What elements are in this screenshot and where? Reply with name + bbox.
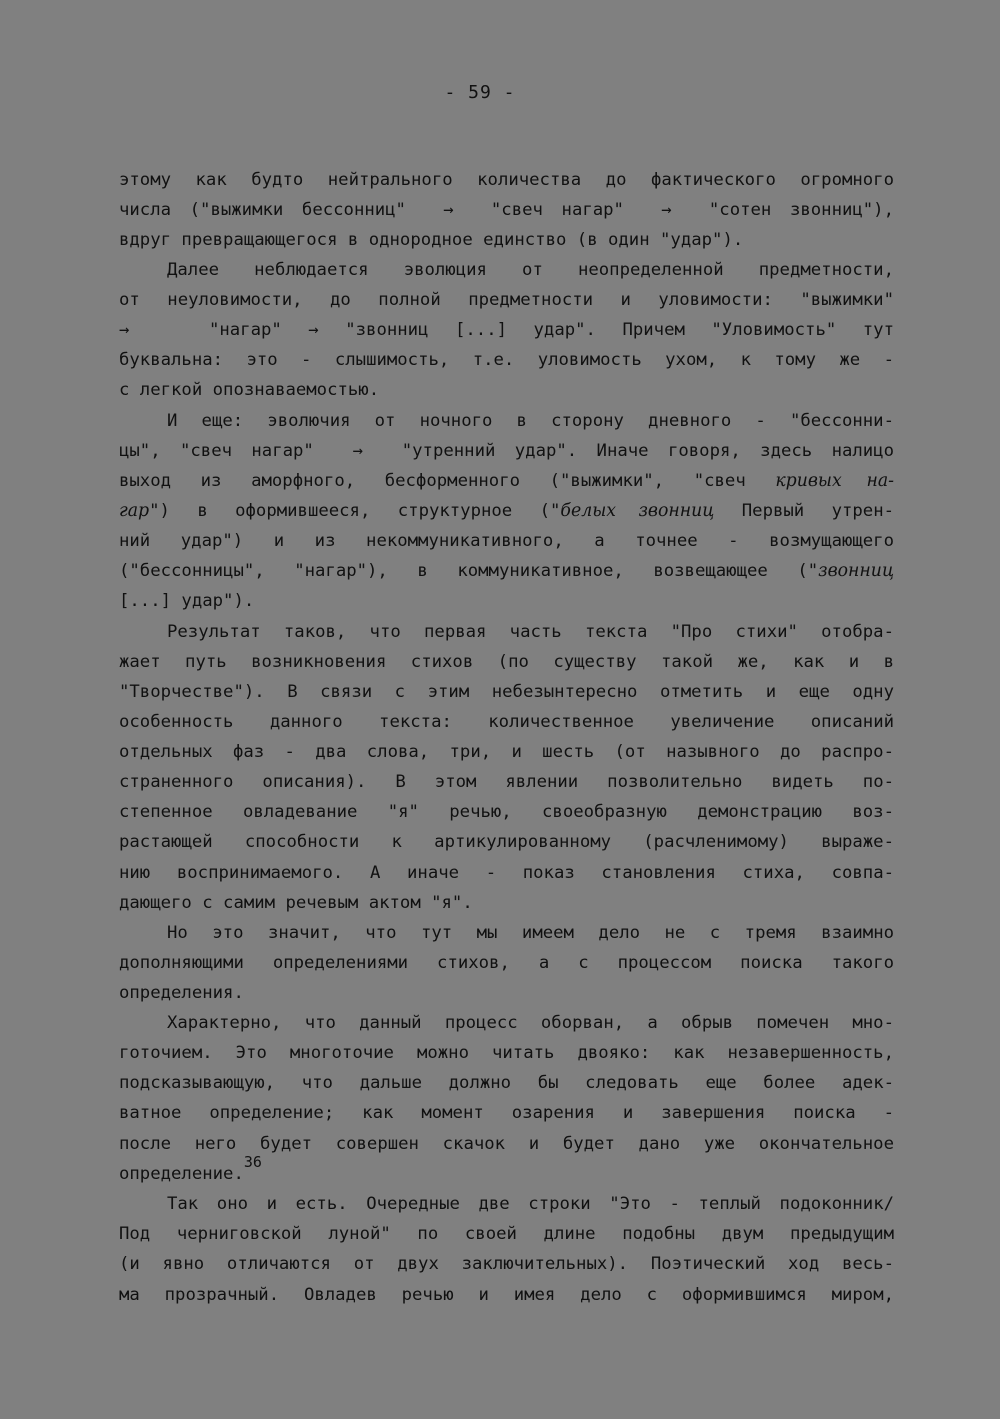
text-segment: определение. (119, 1164, 244, 1184)
text-line (119, 955, 894, 972)
text-segment: [...] удар"). (119, 591, 255, 611)
text-line (119, 202, 894, 219)
text-segment: ний удар") и из некоммуникативного, а точнее - возмущающего (119, 531, 894, 551)
text-segment: после него будет совершен скачок и будет дано уже окончательное (119, 1134, 894, 1154)
text-line (119, 382, 379, 399)
text-line (119, 1153, 262, 1184)
text-line (119, 1105, 894, 1122)
text-line (119, 503, 894, 520)
text-segment: особенность данного текста: количественное увеличение описаний (119, 712, 894, 732)
text-line (119, 684, 894, 701)
text-line (119, 593, 254, 610)
text-line (167, 1196, 894, 1213)
text-segment: ("бессонницы", "нагар"), в коммуникативное, возвещающее (" (119, 561, 819, 581)
text-line (119, 744, 894, 761)
text-segment: цы", "свеч нагар" → "утренний удар". Иначе говоря, здесь налицо (119, 441, 894, 461)
text-line (119, 1075, 894, 1092)
text-segment: вдруг превращающегося в однородное единство (в один "удар"). (119, 230, 744, 250)
text-line (119, 1287, 894, 1304)
text-segment: подсказывающую, что дальше должно бы следовать еще более адек- (119, 1073, 894, 1093)
footnote-marker: 36 (243, 1153, 262, 1171)
text-line (119, 1136, 894, 1153)
text-line (119, 232, 743, 249)
italic-quote: кривых на- (775, 471, 894, 491)
text-segment: буквальна: это - слышимость, т.е. уловимость ухом, к тому же - (119, 350, 894, 370)
text-segment: жает путь возникновения стихов (по существу такой же, как и в (119, 652, 894, 672)
text-line (119, 443, 894, 460)
text-segment: нию воспринимаемого. А иначе - показ становления стиха, совпа- (119, 863, 894, 883)
italic-quote: гар (119, 501, 150, 521)
text-line (119, 865, 894, 882)
text-segment: Так оно и есть. Очередные две строки "Это - теплый подоконник/ (167, 1194, 894, 1214)
italic-quote: звонниц (818, 561, 894, 581)
text-segment: определения. (119, 983, 244, 1003)
page-number: - 59 - (444, 82, 516, 103)
text-segment: готочием. Это многоточие можно читать двояко: как незавершенность, (119, 1043, 894, 1063)
text-line (119, 895, 473, 912)
text-segment: "Творчестве"). В связи с этим небезынтересно отметить и еще одну (119, 682, 894, 702)
text-segment: дающего с самим речевым актом "я". (119, 893, 473, 913)
text-segment: числа ("выжимки бессонниц" → "свеч нагар" → "сотен звонниц"), (119, 200, 894, 220)
text-segment: ") в оформившееся, структурное (" (149, 501, 561, 521)
text-line (119, 804, 894, 821)
text-segment: (и явно отличаются от двух заключительных). Поэтический ход весь- (119, 1254, 894, 1274)
text-line (119, 774, 894, 791)
text-segment: Далее неблюдается эволюция от неопределенной предметности, (167, 260, 894, 280)
text-line (119, 533, 894, 550)
text-segment: → "нагар" → "звонниц [...] удар". Причем "Уловимость" тут (119, 320, 894, 340)
text-line (119, 1226, 894, 1243)
text-segment: И еще: эволючия от ночного в сторону дневного - "бессонни- (167, 411, 894, 431)
text-segment: Результат таков, что первая часть текста "Про стихи" отобра- (167, 622, 894, 642)
text-line (167, 1015, 894, 1032)
text-line (119, 563, 894, 580)
text-segment: дополняющими определениями стихов, а с процессом поиска такого (119, 953, 894, 973)
text-line (167, 624, 894, 641)
text-line (119, 834, 894, 851)
text-segment: от неуловимости, до полной предметности и уловимости: "выжимки" (119, 290, 894, 310)
text-line (119, 292, 894, 309)
text-segment: выход из аморфного, бесформенного ("выжимки", "свеч (119, 471, 776, 491)
text-segment: отдельных фаз - два слова, три, и шесть (от назывного до распро- (119, 742, 894, 762)
text-segment: страненного описания). В этом явлении позволительно видеть по- (119, 772, 894, 792)
text-segment: ватное определение; как момент озарения и завершения поиска - (119, 1103, 894, 1123)
text-line (167, 413, 894, 430)
text-segment: Первый утрен- (714, 501, 895, 521)
text-line (119, 714, 894, 731)
text-segment: Характерно, что данный процесс оборван, а обрыв помечен мно- (167, 1013, 894, 1033)
text-line (119, 1256, 894, 1273)
text-segment: с легкой опознаваемостью. (119, 380, 380, 400)
text-segment: Под черниговской луной" по своей длине подобны двум предыдущим (119, 1224, 894, 1244)
text-line (167, 925, 894, 942)
text-line (119, 322, 894, 339)
text-line (119, 473, 894, 490)
text-segment: растающей способности к артикулированному (расчленимому) выраже- (119, 832, 894, 852)
text-segment: ма прозрачный. Овладев речью и имея дело с оформившимся миром, (119, 1285, 894, 1305)
text-segment: степенное овладевание "я" речью, своеобразную демонстрацию воз- (119, 802, 894, 822)
text-line (167, 262, 894, 279)
text-line (119, 172, 894, 189)
text-line (119, 985, 244, 1002)
italic-quote: белых звонниц (560, 501, 715, 521)
text-segment: Но это значит, что тут мы имеем дело не с тремя взаимно (167, 923, 894, 943)
text-line (119, 352, 894, 369)
text-line (119, 654, 894, 671)
text-line (119, 1045, 894, 1062)
text-segment: этому как будто нейтрального количества до фактического огромного (119, 170, 894, 190)
